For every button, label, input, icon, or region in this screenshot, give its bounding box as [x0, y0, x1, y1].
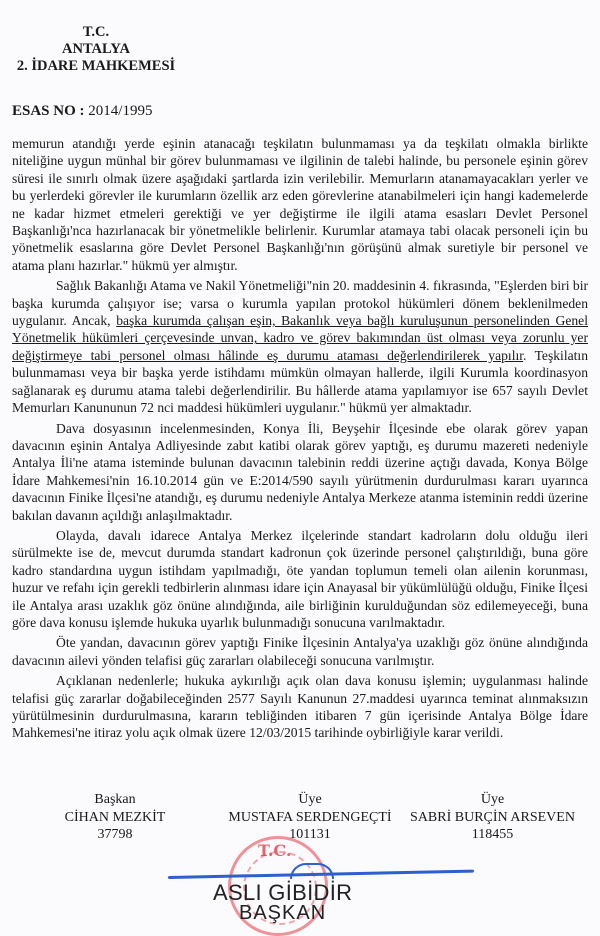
signature-name: MUSTAFA SERDENGEÇTİ — [228, 809, 392, 825]
case-number — [12, 103, 152, 120]
paragraph-1: memurun atandığı yerde eşinin atanacağı teşkilatın bulunmaması ya da teşkilatı olmakla birlikte niteliğine uygun münhal bir görev bulunmaması ve ilgilinin de talebi halinde, bu personele eşinin görev süresi ile sınırlı olmak üzere aşağıdaki şartlarda izin verilebilir. Memurların atanamayacakları yerler ve bu yerlerdeki görevler ile kurumların özellik arz eden görevlerine atanabilmeleri için hangi kademelerde ne kadar hizmet etmeleri gerektiği ve yer değiştirme ile ilgili atama esasları Devlet Personel Başkanlığı'nca hazırlanacak bir yönetmelikle belirlenir. Kurumlar atamaya tabi olacak personeli için bu yönetmelik esaslarına göre Devlet Personel Başkanlığı'nın görüşünü almak suretiyle bir personel ve atama planı hazırlar." hükmü yer almıştır. — [12, 136, 588, 273]
certified-copy-title: BAŞKAN — [239, 902, 327, 924]
paragraph-2-underlined: başka kurumda çalışan eşin, Bakanlık veya bağlı kuruluşunun personelinden Genel Yönetmelik hükümleri çerçevesinde unvan, kadro ve görev bakımından üst olması veya zorunlu yer değiştirmeye tabi personel olması hâlinde eş durumu ataması değerlendirilerek yapılır — [12, 313, 588, 363]
handwritten-signature-loop — [290, 863, 334, 879]
header-city: ANTALYA — [62, 41, 130, 57]
signature-number: 101131 — [289, 827, 331, 842]
case-number-value: 2014/1995 — [88, 103, 153, 119]
court-header — [12, 24, 180, 75]
signature-name: SABRİ BURÇİN ARSEVEN — [410, 809, 575, 825]
paragraph-2-intro: Sağlık Bakanlığı Atama ve Nakil Yönetmeliği"nin 20. maddesinin 4. fıkrasında, "Eşlerden biri bir başka kurumda çalışıyor ise; varsa o kurumla yapılan protokol hükümleri dönem beklenilmeden uygulanır. Ancak, — [12, 278, 588, 329]
signature-member-2 — [385, 791, 600, 844]
signature-number: 37798 — [97, 827, 133, 842]
paragraph-3: Dava dosyasının incelenmesinden, Konya İli, Beyşehir İlçesinde ebe olarak görev yapan davacının eşinin Antalya Adliyesinde zabıt katibi olarak görev yaptığı, eş durumu mazereti nedeniyle Antalya İli'ne atama isteminde bulunan davacının talebinin reddi üzerine açtığı davada, Konya Bölge İdare Mahkemesi'nin 16.10.2014 gün ve E:2014/590 sayılı yürütmenin durdurulması kararı uyarınca davacının Finike İlçesi'ne atandığı, eş durumu nedeniyle Antalya Merkeze atanma isteminin reddi üzerine bakılan davanın açıldığı anlaşılmaktadır. — [12, 420, 588, 523]
signature-role: Üye — [480, 792, 505, 807]
paragraph-6: Açıklanan nedenlerle; hukuka aykırılığı açık olan dava konusu işlemin; uygulanması halinde telafisi güç zararlar doğabileceğinden 2577 Sayılı Kanunun 27.maddesi uyarınca teminat alınmaksızın yürütülmesinin durdurulmasına, kararın tebliğinden itibaren 7 gün içerisinde Antalya Bölge İdare Mahkemesi'ne itiraz yolu açık olmak üzere 12/03/2015 tarihinde oybirliğiyle karar verildi. — [12, 673, 588, 741]
case-number-label: ESAS NO : — [12, 103, 85, 119]
header-country: T.C. — [82, 24, 110, 40]
decision-body — [12, 135, 588, 745]
paragraph-4: Olayda, davalı idarece Antalya Merkez ilçelerinde standart kadroların dolu olduğu ileri sürülmekte ise de, mevcut durumda standart kadronun çok üzerinde personel çalıştırıldığı, buna göre kadro standardına uygun istihdam yapılmadığı, öte yandan toplumun temeli olan ailenin korunması, huzur ve refahı için gerekli tedbirlerin alınması idare için Anayasal bir yükümlülüğü olduğu, Finike İlçesi ile Antalya arası uzaklık göz önüne alındığında, aile birliğinin kurulduğundan söz edilemeyeceği, buna göre dava konusu işlemde hukuka uyarlık bulunmadığı sonucuna varılmaktadır. — [12, 527, 588, 630]
seal-text: T.C. — [258, 841, 292, 860]
paragraph-2 — [12, 277, 588, 416]
signature-president — [40, 791, 190, 844]
signature-number: 118455 — [471, 827, 514, 842]
paragraph-2-rest: . Teşkilatın bulunmaması veya bir başka yerde istihdamı mümkün olmayan hallerde, ilgili Kurumla koordinasyon sağlanarak eş durumu atama talebi değerlendirilir. Bu hâllerde atama yapılamıyor ise 657 sayılı Devlet Memurları Kanununun 72 nci maddesi hükümleri uygulanır." hükmü yer almaktadır. — [12, 347, 588, 416]
header-court-name: 2. İDARE MAHKEMESİ — [16, 58, 176, 74]
signature-name: CİHAN MEZKİT — [64, 809, 166, 825]
signature-role: Başkan — [94, 792, 136, 807]
paragraph-5: Öte yandan, davacının görev yaptığı Finike İlçesinin Antalya'ya uzaklığı göz önüne alındığında davacının ailevi yönden telafisi güç zararları olabileceği sonucuna varılmıştır. — [12, 635, 588, 668]
certified-copy-stamp: ASLI GİBİDİR — [213, 880, 353, 905]
signature-role: Üye — [298, 792, 322, 807]
